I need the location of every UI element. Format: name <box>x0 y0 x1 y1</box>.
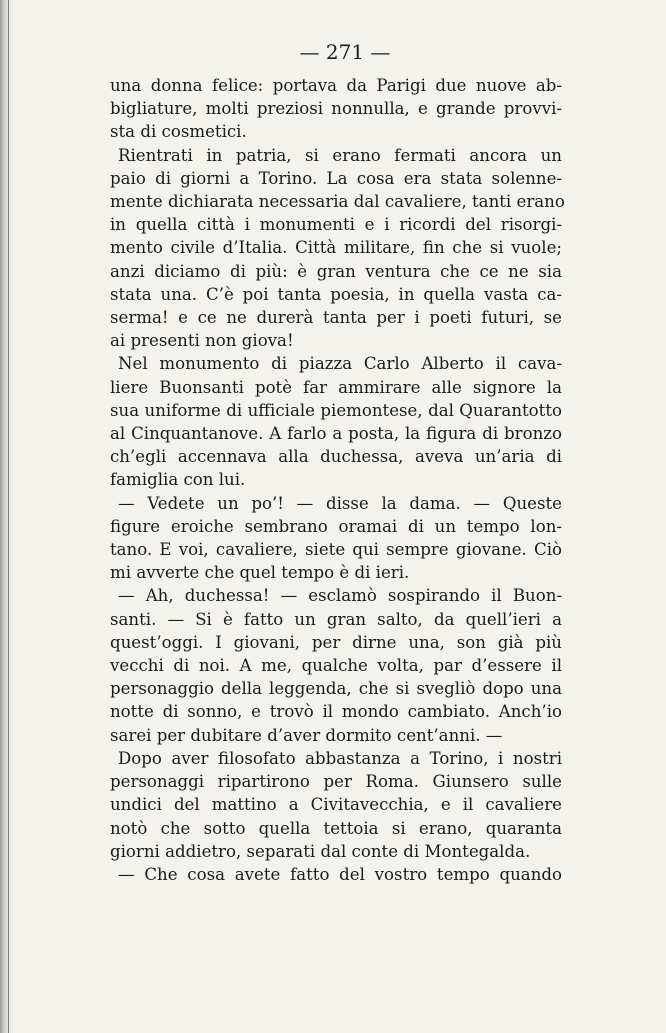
page-binding-edge <box>8 0 9 1033</box>
text-line: Nel monumento di piazza Carlo Alberto il cava- <box>118 354 562 374</box>
text-line: mento civile d’Italia. Città militare, fin che si vuole; <box>110 238 562 258</box>
text-line: — Che cosa avete fatto del vostro tempo quando <box>118 864 562 884</box>
text-line: sta di cosmetici. <box>110 122 247 142</box>
page-binding-shadow <box>0 0 14 1033</box>
text-line: quest’oggi. I giovani, per dirne una, son già più <box>110 632 562 652</box>
text-line: personaggio della leggenda, che si svegliò dopo una <box>110 679 562 699</box>
text-line: sarei per dubitare d’aver dormito cent’anni. — <box>110 725 503 745</box>
text-line: ai presenti non giova! <box>110 331 294 351</box>
body-text <box>110 74 565 886</box>
text-line: mi avverte che quel tempo è di ieri. <box>110 563 410 583</box>
text-line: una donna felice: portava da Parigi due nuove ab- <box>110 76 562 95</box>
text-line: al Cinquantanove. A farlo a posta, la figura di bronzo <box>110 424 562 444</box>
text-line: ch’egli accennava alla duchessa, aveva un’aria di <box>110 447 562 467</box>
text-line: sua uniforme di ufficiale piemontese, dal Quarantotto <box>110 400 562 420</box>
text-line: anzi diciamo di più: è gran ventura che ce ne sia <box>110 261 562 281</box>
text-line: famiglia con lui. <box>110 470 246 490</box>
text-line: in quella città i monumenti e i ricordi del risorgi- <box>110 215 562 235</box>
text-line: bigliature, molti preziosi nonnulla, e grande provvi- <box>110 99 562 119</box>
text-line: Dopo aver filosofato abbastanza a Torino, i nostri <box>118 748 562 768</box>
text-line: — Ah, duchessa! — esclamò sospirando il Buon- <box>118 586 562 606</box>
text-line: personaggi ripartirono per Roma. Giunsero sulle <box>110 772 562 792</box>
text-line: notò che sotto quella tettoia si erano, quaranta <box>110 818 562 838</box>
text-line: vecchi di noi. A me, qualche volta, par d’essere il <box>110 656 562 676</box>
text-line: serma! e ce ne durerà tanta per i poeti futuri, se <box>110 308 562 328</box>
text-line: figure eroiche sembrano oramai di un tempo lon- <box>110 516 562 536</box>
text-line: Rientrati in patria, si erano fermati ancora un <box>118 145 562 165</box>
text-line: — Vedete un po’! — disse la dama. — Queste <box>118 493 562 513</box>
text-line: undici del mattino a Civitavecchia, e il cavaliere <box>110 795 562 815</box>
text-line: stata una. C’è poi tanta poesia, in quella vasta ca- <box>110 284 562 304</box>
page-number: — 271 — <box>299 40 391 64</box>
text-line: giorni addietro, separati dal conte di Montegalda. <box>110 841 531 861</box>
text-line: santi. — Si è fatto un gran salto, da quell’ieri a <box>110 609 562 629</box>
text-line: tano. E voi, cavaliere, siete qui sempre giovane. Ciò <box>110 540 562 560</box>
text-line: paio di giorni a Torino. La cosa era stata solenne- <box>110 168 562 188</box>
text-line: liere Buonsanti potè far ammirare alle signore la <box>110 377 562 397</box>
text-line: mente dichiarata necessaria dal cavaliere, tanti erano <box>110 192 565 212</box>
text-line: notte di sonno, e trovò il mondo cambiato. Anch’io <box>110 702 562 722</box>
